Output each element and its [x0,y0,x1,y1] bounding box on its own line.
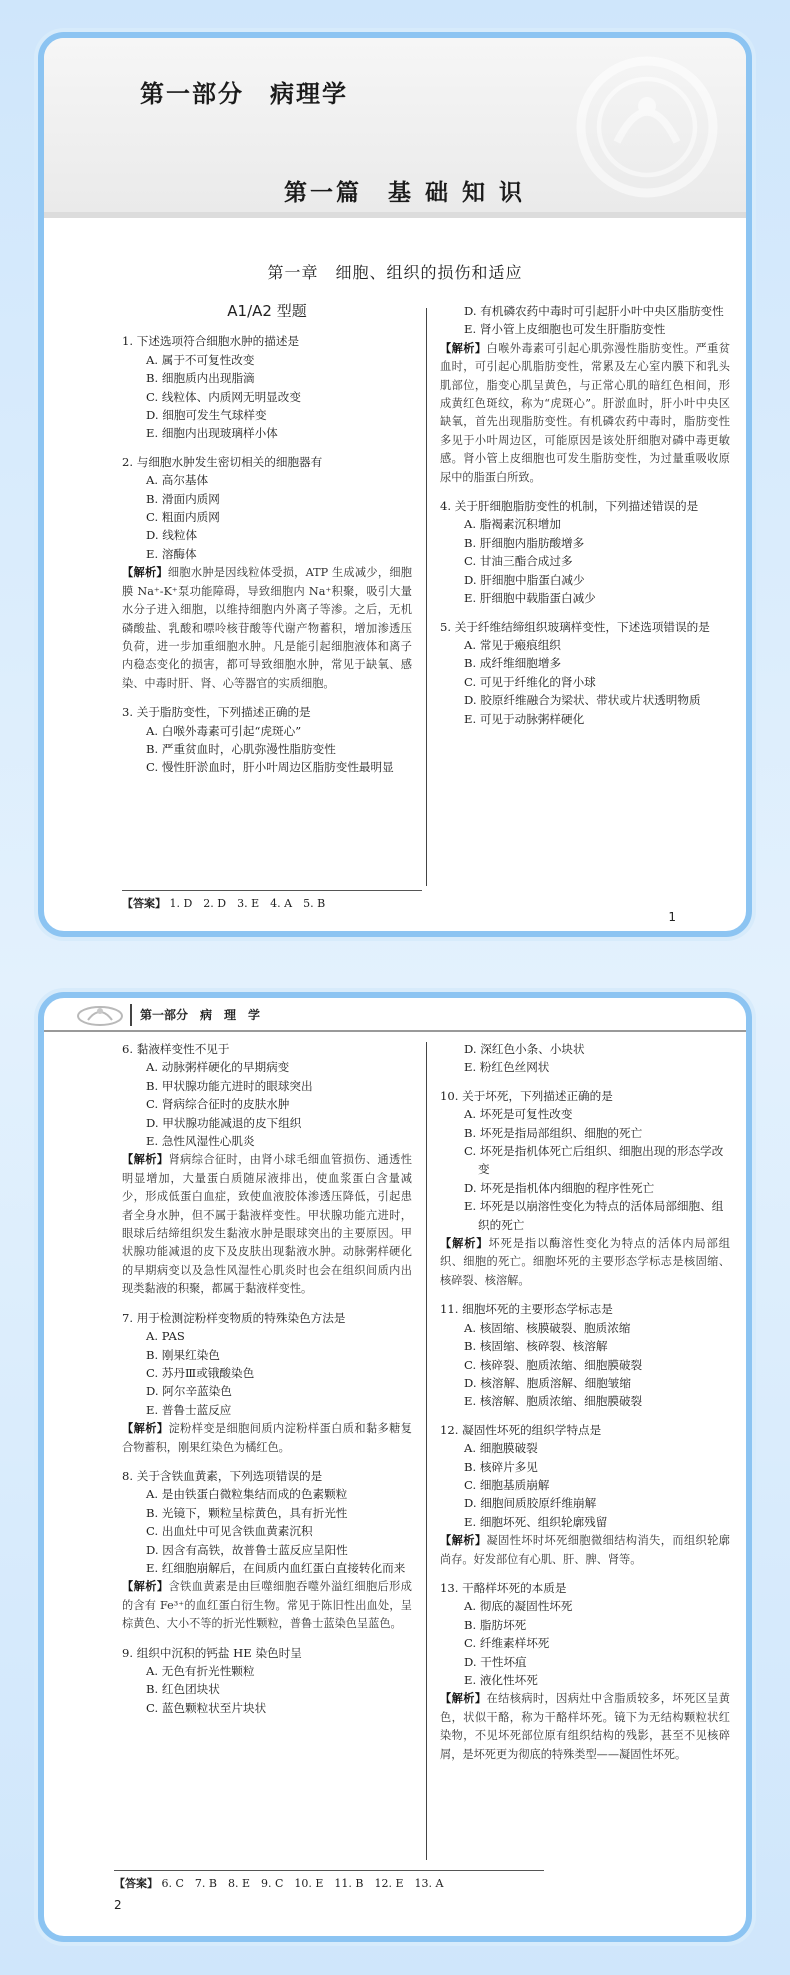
question-stem: 2. 与细胞水肿发生密切相关的细胞器有 [122,454,323,469]
question-stem: 6. 黏液样变性不见于 [122,1042,230,1056]
answer-option: B. 核碎片多见 [464,1459,538,1474]
explanation-text: 坏死是指以酶溶性变化为特点的活体内局部组织、细胞的死亡。细胞坏死的主要形态学标志是核固缩、核碎裂、核溶解。 [440,1237,730,1287]
explanation-label: 【解析】 [122,565,168,580]
answer-option: E. 肝细胞中载脂蛋白减少 [464,591,596,606]
explanation-label: 【解析】 [440,1236,489,1251]
explanation-label: 【解析】 [122,1579,169,1594]
answer-key [122,890,422,911]
question-stem: 11. 细胞坏死的主要形态学标志是 [440,1302,613,1317]
page-2 [38,992,752,1942]
question-stem: 9. 组织中沉积的钙盐 HE 染色时呈 [122,1645,302,1660]
right-column [440,302,730,738]
answer-option: B. 肝细胞内脂肪酸增多 [464,535,585,550]
explanation-block [440,1531,730,1569]
page-number: 2 [114,1898,122,1912]
answer-option: B. 严重贫血时，心肌弥漫性脂肪变性 [146,741,336,756]
answer-option: E. 溶酶体 [146,546,197,561]
answer-option: C. 出血灶中可见含铁血黄素沉积 [146,1524,313,1539]
answer-option: A. 彻底的凝固性坏死 [464,1599,573,1614]
explanation-label: 【解析】 [440,1533,487,1548]
answer-option: C. 苏丹Ⅲ或锇酸染色 [146,1365,255,1380]
answer-option: E. 液化性坏死 [464,1673,538,1687]
answer-option: C. 线粒体、内质网无明显改变 [146,389,301,404]
question-item [440,497,730,607]
answer-option: D. 胶原纤维融合为梁状、带状或片状透明物质 [464,693,701,708]
answer-option: E. 肾小管上皮细胞也可发生肝脂肪变性 [464,322,666,337]
right-column [440,1040,730,1774]
answer-option: C. 核碎裂、胞质浓缩、细胞膜破裂 [464,1357,643,1372]
answer-option: E. 核溶解、胞质浓缩、细胞膜破裂 [464,1394,643,1409]
answer-option: D. 深红色小条、小块状 [464,1042,585,1056]
explanation-text: 肾病综合征时，由肾小球毛细血管损伤、通透性明显增加，大量蛋白质随尿液排出，使血浆蛋白含量减少，形成低蛋白血症，致使血液胶体渗透压降低，引起患者全身水肿，但不属于黏液样变性。甲状腺功能亢进时，眼球后结缔组织发生黏液水肿是眼球突出的主要原因。甲状腺功能减退的皮下及皮肤出现黏液水肿。动脉粥样硬化的早期病变以及急性风湿性心肌炎时也会在组织间质内出现类黏液的积聚，都属于黏液样变性。 [122,1153,412,1296]
answer-option: A. 动脉粥样硬化的早期病变 [146,1060,290,1075]
page-1-header-band [44,38,746,218]
answer-option: C. 纤维素样坏死 [464,1636,550,1651]
question-item [440,1579,730,1764]
question-item [122,1644,412,1718]
running-header [44,998,746,1032]
column-divider [426,1042,427,1860]
explanation-text: 白喉外毒素可引起心肌弥漫性脂肪变性。严重贫血时，可引起心肌脂肪变性，常累及左心室内膜下和乳头肌部位，脂变心肌呈黄色，与正常心肌的暗红色相间，形成黄红色斑纹，称为“虎斑心”。肝淤血时，肝小叶中央区缺氧，首先出现脂肪变性。有机磷农药中毒时，脂肪变性多见于小叶周边区，可能原因是该处肝细胞对磷中毒更敏感。肾小管上皮细胞也可发生脂肪变性，为过量重吸收原尿中的脂蛋白所致。 [440,341,730,484]
explanation-label: 【解析】 [440,340,487,355]
explanation-text: 细胞水肿是因线粒体受损，ATP 生成减少，细胞膜 Na⁺-K⁺泵功能障碍，导致细胞内 Na⁺积聚，吸引大量水分子进入细胞，以维持细胞内外离子等渗。之后，无机磷酸盐、乳酸和嘌呤核苷酸等代谢产物蓄积，增加渗透压负荷，进一步加重细胞水肿。凡是能引起细胞液体和离子内稳态变化的损害，都可导致细胞水肿，常见于缺氧、感染、中毒时肝、肾、心等器官的实质细胞。 [122,566,412,690]
question-stem: 4. 关于肝细胞脂肪变性的机制，下列描述错误的是 [440,499,699,514]
question-item [440,1421,730,1569]
answer-option: B. 滑面内质网 [146,491,220,506]
question-item [440,1300,730,1410]
answer-option: E. 坏死是以崩溶性变化为特点的活体局部细胞、组织的死亡 [464,1199,724,1232]
page-1 [38,32,752,937]
explanation-block [122,1577,412,1633]
explanation-label: 【解析】 [122,1421,169,1436]
answer-key-values: 1. D 2. D 3. E 4. A 5. B [169,897,326,910]
question-stem: 8. 关于含铁血黄素，下列选项错误的是 [122,1468,323,1483]
answer-option: D. 有机磷农药中毒时可引起肝小叶中央区脂肪变性 [464,304,724,318]
answer-option: D. 肝细胞中脂蛋白减少 [464,572,585,587]
question-stem: 5. 关于纤维结缔组织玻璃样变性，下述选项错误的是 [440,619,710,634]
explanation-label: 【解析】 [122,1152,169,1167]
question-item [440,1087,730,1290]
answer-option: D. 阿尔辛蓝染色 [146,1384,232,1399]
answer-option: D. 核溶解、胞质溶解、细胞皱缩 [464,1375,631,1390]
answer-option: D. 细胞间质胶原纤维崩解 [464,1496,597,1511]
answer-option: A. 属于不可复性改变 [146,352,255,367]
answer-option: C. 慢性肝淤血时，肝小叶周边区脂肪变性最明显 [146,760,394,775]
answer-option: B. 坏死是指局部组织、细胞的死亡 [464,1125,643,1140]
question-item [122,1467,412,1634]
answer-option: A. 是由铁蛋白微粒集结而成的色素颗粒 [146,1487,348,1502]
answer-option: B. 脂肪坏死 [464,1617,527,1632]
answer-option: C. 甘油三酯合成过多 [464,554,573,569]
answer-option: A. PAS [146,1329,185,1344]
column-divider [426,308,427,886]
explanation-block [122,1150,412,1298]
volume-title: 第一篇 基 础 知 识 [284,180,526,206]
answer-option: E. 急性风湿性心肌炎 [146,1134,255,1149]
answer-option: A. 白喉外毒素可引起“虎斑心” [146,723,302,738]
answer-option: D. 干性坏疽 [464,1654,527,1669]
chapter-title: 第一章 细胞、组织的损伤和适应 [267,263,523,282]
question-stem: 7. 用于检测淀粉样变物质的特殊染色方法是 [122,1310,346,1325]
question-stem: 13. 干酪样坏死的本质是 [440,1580,567,1595]
running-head-title: 第一部分 病 理 学 [140,1008,261,1022]
answer-option: B. 细胞质内出现脂滴 [146,371,255,386]
answer-option: E. 红细胞崩解后，在间质内血红蛋白直接转化而来 [146,1560,406,1575]
question-stem: 1. 下述选项符合细胞水肿的描述是 [122,334,300,349]
answer-option: A. 无色有折光性颗粒 [146,1664,255,1678]
answer-option: B. 核固缩、核碎裂、核溶解 [464,1339,608,1354]
answer-option: A. 细胞膜破裂 [464,1441,538,1456]
answer-option: D. 线粒体 [146,528,198,543]
answer-option: E. 可见于动脉粥样硬化 [464,711,585,726]
left-column [122,302,412,787]
page-number: 1 [668,910,676,924]
explanation-text: 在结核病时，因病灶中含脂质较多，坏死区呈黄色，状似干酪，称为干酪样坏死。镜下为无结构颗粒状红染物，不见坏死部位原有组织结构的残影，甚至不见核碎屑，是坏死更为彻底的特殊类型——凝固性坏死。 [440,1692,730,1761]
answer-option: E. 粉红色丝网状 [464,1060,550,1075]
explanation-text: 凝固性坏时坏死细胞微细结构消失，而组织轮廓尚存。好发部位有心肌、肝、脾、肾等。 [440,1534,730,1566]
answer-option: A. 脂褐素沉积增加 [464,517,561,532]
answer-option: C. 可见于纤维化的肾小球 [464,674,596,689]
answer-option: C. 肾病综合征时的皮肤水肿 [146,1097,290,1112]
answer-key-label: 【答案】 [122,897,166,910]
question-item [122,1309,412,1457]
header-separator [130,1004,132,1026]
answer-option: B. 红色团块状 [146,1682,220,1697]
running-head-logo-icon [74,1002,126,1028]
answer-option: C. 细胞基质崩解 [464,1477,550,1492]
answer-option: D. 坏死是指机体内细胞的程序性死亡 [464,1180,655,1195]
question-item [122,453,412,693]
explanation-block [440,1689,730,1764]
answer-option: C. 粗面内质网 [146,510,220,525]
answer-option: B. 甲状腺功能亢进时的眼球突出 [146,1078,313,1093]
question-stem: 10. 关于坏死，下列描述正确的是 [440,1088,613,1103]
explanation-block [440,339,730,487]
explanation-block [122,1419,412,1457]
explanation-text: 淀粉样变是细胞间质内淀粉样蛋白质和黏多糖复合物蓄积，刚果红染色为橘红色。 [122,1422,412,1454]
question-item [440,618,730,728]
answer-option: D. 甲状腺功能减退的皮下组织 [146,1115,302,1130]
question-stem: 3. 关于脂肪变性，下列描述正确的是 [122,705,311,720]
answer-option: B. 成纤维细胞增多 [464,656,562,671]
answer-key-label: 【答案】 [114,1877,158,1890]
answer-option: C. 蓝色颗粒状至片块状 [146,1700,267,1715]
answer-option: E. 细胞坏死、组织轮廓残留 [464,1514,608,1529]
answer-option: A. 核固缩、核膜破裂、胞质浓缩 [464,1320,631,1335]
question-stem: 12. 凝固性坏死的组织学特点是 [440,1422,602,1437]
answer-option: D. 细胞可发生气球样变 [146,408,267,423]
explanation-block [122,563,412,693]
decorative-logo-icon [572,52,722,202]
answer-option: B. 光镜下，颗粒呈棕黄色，具有折光性 [146,1505,348,1520]
left-column [122,1040,412,1727]
answer-option: A. 常见于瘢痕组织 [464,637,561,652]
answer-option: E. 普鲁士蓝反应 [146,1402,232,1417]
part-title: 第一部分 病理学 [140,80,348,108]
explanation-text: 含铁血黄素是由巨噬细胞吞噬外溢红细胞后形成的含有 Fe³⁺的血红蛋白衍生物。常见于陈旧性出血处，呈棕黄色、大小不等的折光性颗粒，普鲁士蓝染色呈蓝色。 [122,1580,412,1631]
explanation-block [440,1234,730,1290]
answer-option: B. 刚果红染色 [146,1347,220,1362]
question-item [122,703,412,777]
answer-option: C. 坏死是指机体死亡后组织、细胞出现的形态学改变 [464,1144,724,1177]
answer-key [114,1870,544,1891]
answer-option: D. 因含有高铁，故普鲁士蓝反应呈阳性 [146,1542,348,1557]
answer-option: A. 坏死是可复性改变 [464,1107,573,1122]
answer-option: E. 细胞内出现玻璃样小体 [146,426,278,441]
answer-key-values: 6. C 7. B 8. E 9. C 10. E 11. B 12. E 13. A [161,1877,444,1890]
question-item [122,1040,412,1299]
question-item [122,332,412,442]
answer-option: A. 高尔基体 [146,473,209,488]
spacer [440,1077,730,1087]
section-title: A1/A2 型题 [227,302,307,320]
explanation-label: 【解析】 [440,1691,487,1706]
